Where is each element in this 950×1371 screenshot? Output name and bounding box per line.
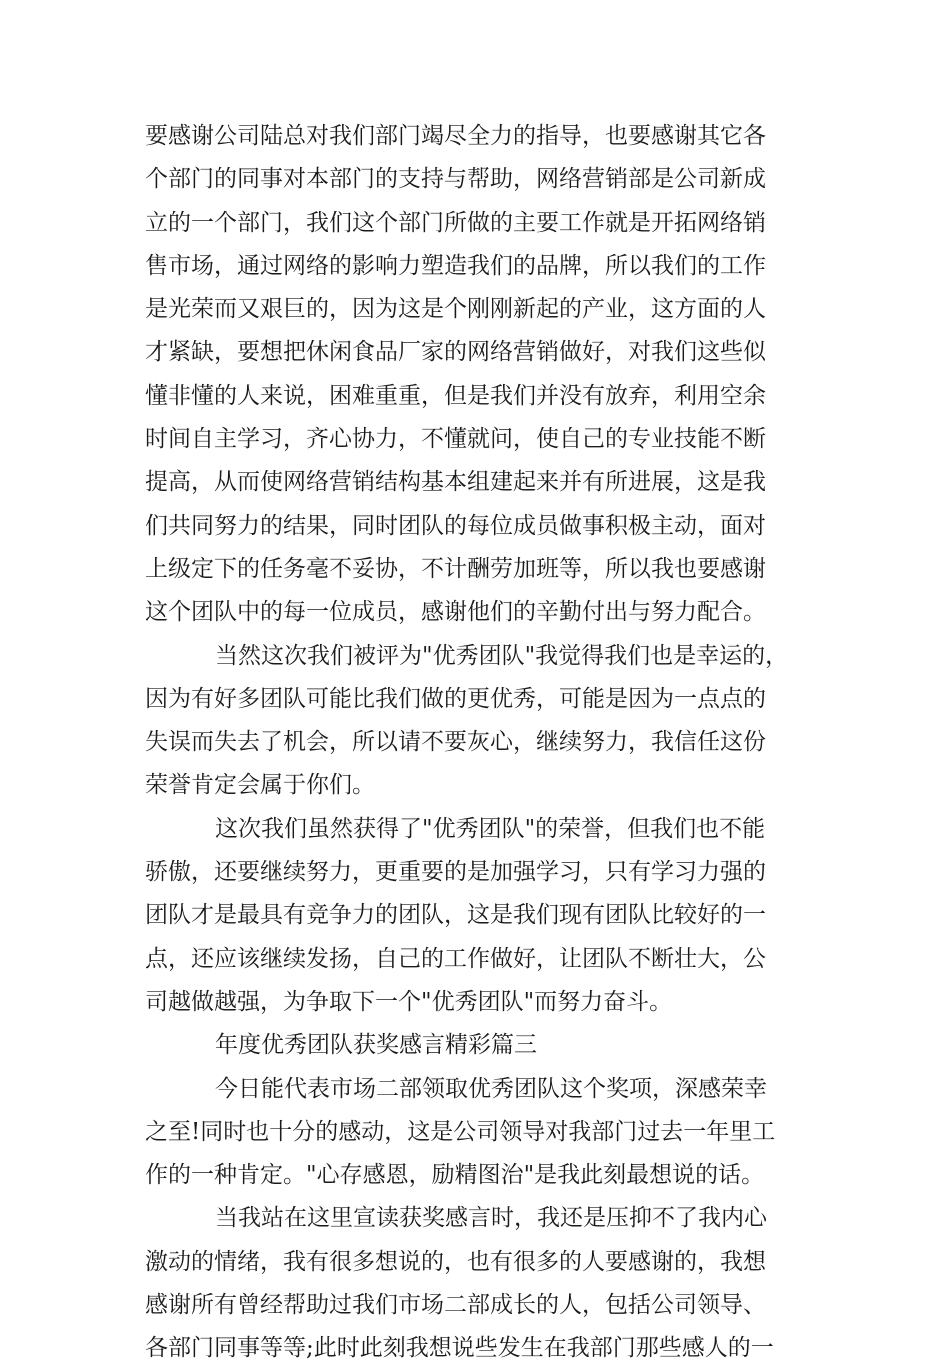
text-line: 年度优秀团队获奖感言精彩篇三: [215, 1032, 537, 1059]
text-line: 们共同努力的结果，同时团队的每位成员做事积极主动，面对: [145, 512, 766, 539]
text-line: 才紧缺，要想把休闲食品厂家的网络营销做好，对我们这些似: [145, 339, 766, 366]
text-line: 立的一个部门，我们这个部门所做的主要工作就是开拓网络销: [145, 209, 766, 236]
text-line: 荣誉肯定会属于你们。: [145, 772, 375, 799]
text-line: 因为有好多团队可能比我们做的更优秀，可能是因为一点点的: [145, 685, 766, 712]
text-line: 这个团队中的每一位成员，感谢他们的辛勤付出与努力配合。: [145, 599, 766, 626]
text-line: 时间自主学习，齐心协力，不懂就问，使自己的专业技能不断: [145, 426, 766, 453]
paragraph-thanks-team: [145, 115, 805, 635]
text-line: 感谢所有曾经帮助过我们市场二部成长的人，包括公司领导、: [145, 1292, 766, 1319]
document-body: [145, 115, 805, 1371]
text-line: 要感谢公司陆总对我们部门竭尽全力的指导，也要感谢其它各: [145, 123, 766, 149]
text-line: 个部门的同事对本部门的支持与帮助，网络营销部是公司新成: [145, 166, 766, 193]
text-line: 是光荣而又艰巨的，因为这是个刚刚新起的产业，这方面的人: [145, 296, 766, 323]
text-line: 作的一种肯定。"心存感恩，励精图治"是我此刻最想说的话。: [145, 1162, 765, 1189]
text-line: 司越做越强，为争取下一个"优秀团队"而努力奋斗。: [145, 988, 673, 1015]
paragraph-gratitude: [145, 1197, 805, 1370]
text-line: 各部门同事等等;此时此刻我想说些发生在我部门那些感人的一: [145, 1335, 774, 1362]
paragraph-not-proud: [145, 808, 805, 1024]
text-line: 骄傲，还要继续努力，更重要的是加强学习，只有学习力强的: [145, 859, 766, 886]
paragraph-lucky: [145, 635, 805, 808]
text-line: 售市场，通过网络的影响力塑造我们的品牌，所以我们的工作: [145, 252, 766, 279]
section-heading: [145, 1024, 805, 1067]
text-line: 今日能代表市场二部领取优秀团队这个奖项，深感荣幸: [215, 1075, 767, 1102]
text-line: 激动的情绪，我有很多想说的，也有很多的人要感谢的，我想: [145, 1248, 766, 1275]
text-line: 失误而失去了机会，所以请不要灰心，继续努力，我信任这份: [145, 729, 766, 756]
text-line: 当我站在这里宣读获奖感言时，我还是压抑不了我内心: [215, 1205, 767, 1232]
text-line: 这次我们虽然获得了"优秀团队"的荣誉，但我们也不能: [215, 815, 766, 842]
text-line: 点，还应该继续发扬，自己的工作做好，让团队不断壮大，公: [145, 945, 766, 972]
text-line: 懂非懂的人来说，困难重重，但是我们并没有放弃，利用空余: [145, 382, 766, 409]
text-line: 之至!同时也十分的感动，这是公司领导对我部门过去一年里工: [145, 1118, 776, 1145]
text-line: 提高，从而使网络营销结构基本组建起来并有所进展，这是我: [145, 469, 766, 496]
text-line: 团队才是最具有竞争力的团队，这是我们现有团队比较好的一: [145, 902, 766, 929]
paragraph-honored: [145, 1068, 805, 1198]
text-line: 当然这次我们被评为"优秀团队"我觉得我们也是幸运的，: [215, 642, 789, 669]
text-line: 上级定下的任务毫不妥协，不计酬劳加班等，所以我也要感谢: [145, 555, 766, 582]
